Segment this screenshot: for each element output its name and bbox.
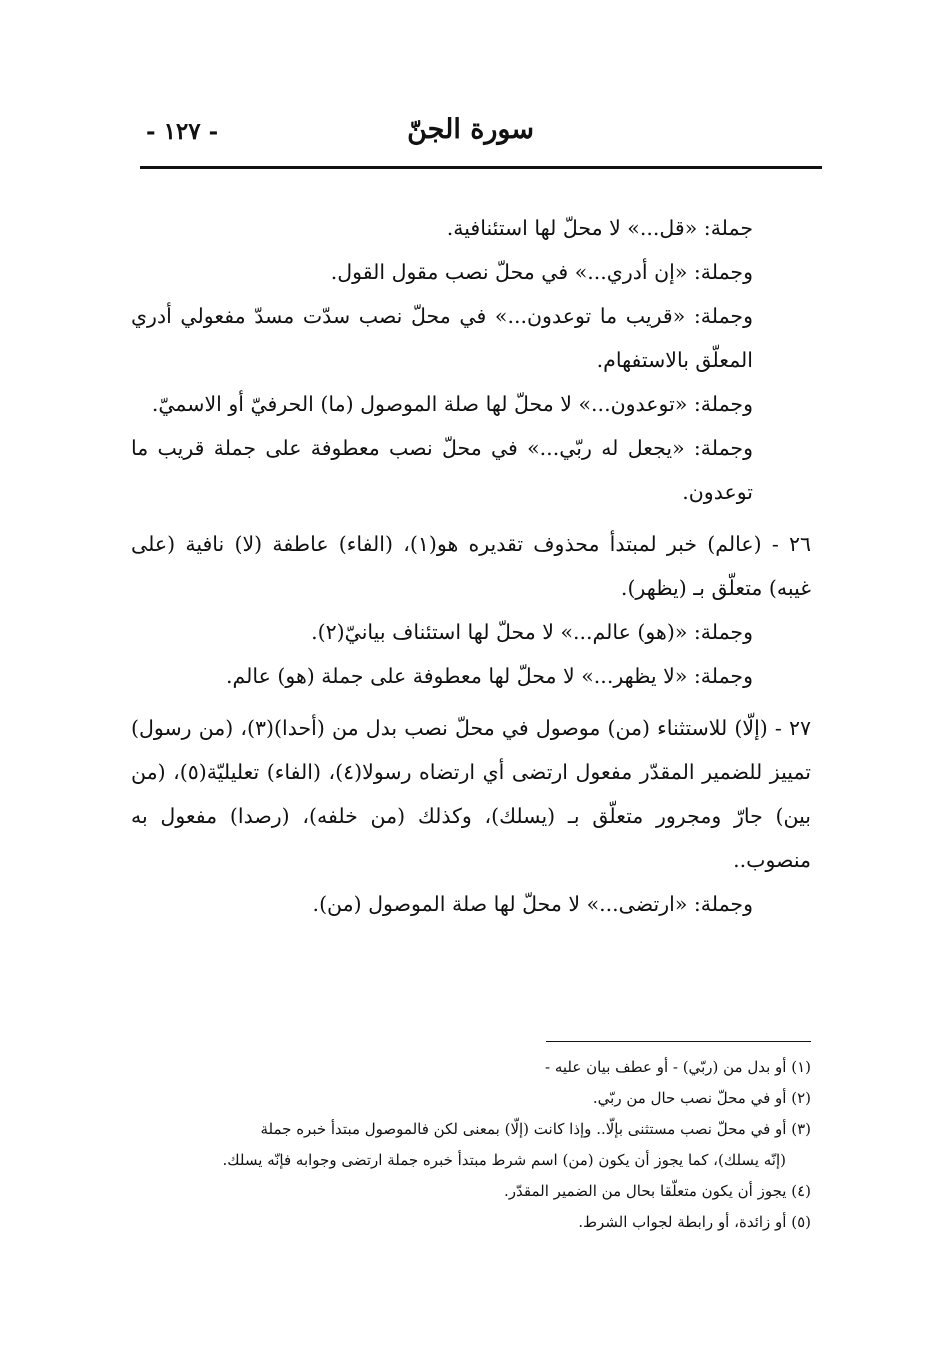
footnote-rule: [546, 1041, 811, 1042]
paragraph: وجملة: «ارتضى...» لا محلّ لها صلة الموصول (من).: [312, 892, 753, 916]
verse-entry-27: ٢٧ - (إلّا) للاستثناء (من) موصول في محلّ نصب بدل من (أحدا)(٣)، (من رسول) تمييز للضمير المقدّر مفعول ارتضى أي ارتضاه رسولا(٤)، (الفاء) تعليليّة(٥)، (من بين) جارّ ومجرور متعلّق بـ (يسلك)، وكذلك (من خلفه)، (رصدا) مفعول به منصوب..: [131, 716, 812, 872]
footnotes: [121, 1052, 811, 1238]
header-rule: [140, 166, 822, 169]
footnote: (٢) أو في محلّ نصب حال من ربّي.: [592, 1089, 811, 1107]
paragraph: وجملة: «قريب ما توعدون...» في محلّ نصب سدّت مسدّ مفعولي أدري المعلّق بالاستفهام.: [131, 304, 753, 372]
verse-entry-26: ٢٦ - (عالم) خبر لمبتدأ محذوف تقديره هو(١)، (الفاء) عاطفة (لا) نافية (على غيبه) متعلّق بـ (يظهر).: [131, 532, 812, 600]
paragraph: وجملة: «(هو) عالم...» لا محلّ لها استئناف بيانيّ(٢).: [311, 620, 753, 644]
footnote: (٣) أو في محلّ نصب مستثنى بإلّا.. وإذا كانت (إلّا) بمعنى لكن فالموصول مبتدأ خبره جملة: [260, 1120, 811, 1138]
page-header: [140, 112, 822, 167]
page-number: - ١٢٧ -: [146, 118, 219, 145]
page-title: سورة الجنّ: [407, 114, 534, 145]
footnote: (١) أو بدل من (ربّي) - أو عطف بيان عليه -: [545, 1058, 811, 1076]
paragraph: وجملة: «توعدون...» لا محلّ لها صلة الموصول (ما) الحرفيّ أو الاسميّ.: [151, 392, 753, 416]
paragraph: جملة: «قل...» لا محلّ لها استئنافية.: [446, 216, 753, 240]
footnote: (٥) أو زائدة، أو رابطة لجواب الشرط.: [578, 1213, 811, 1231]
paragraph: وجملة: «يجعل له ربّي...» في محلّ نصب معطوفة على جملة قريب ما توعدون.: [131, 436, 753, 504]
footnote: (٤) يجوز أن يكون متعلّقا بحال من الضمير المقدّر.: [504, 1182, 811, 1200]
footnote-continuation: (إنّه يسلك)، كما يجوز أن يكون (من) اسم شرط مبتدأ خبره جملة ارتضى وجوابه فإنّه يسلك.: [222, 1151, 786, 1169]
main-text: [131, 206, 811, 926]
paragraph: وجملة: «إن أدري...» في محلّ نصب مقول القول.: [330, 260, 753, 284]
paragraph: وجملة: «لا يظهر...» لا محلّ لها معطوفة على جملة (هو) عالم.: [225, 664, 753, 688]
